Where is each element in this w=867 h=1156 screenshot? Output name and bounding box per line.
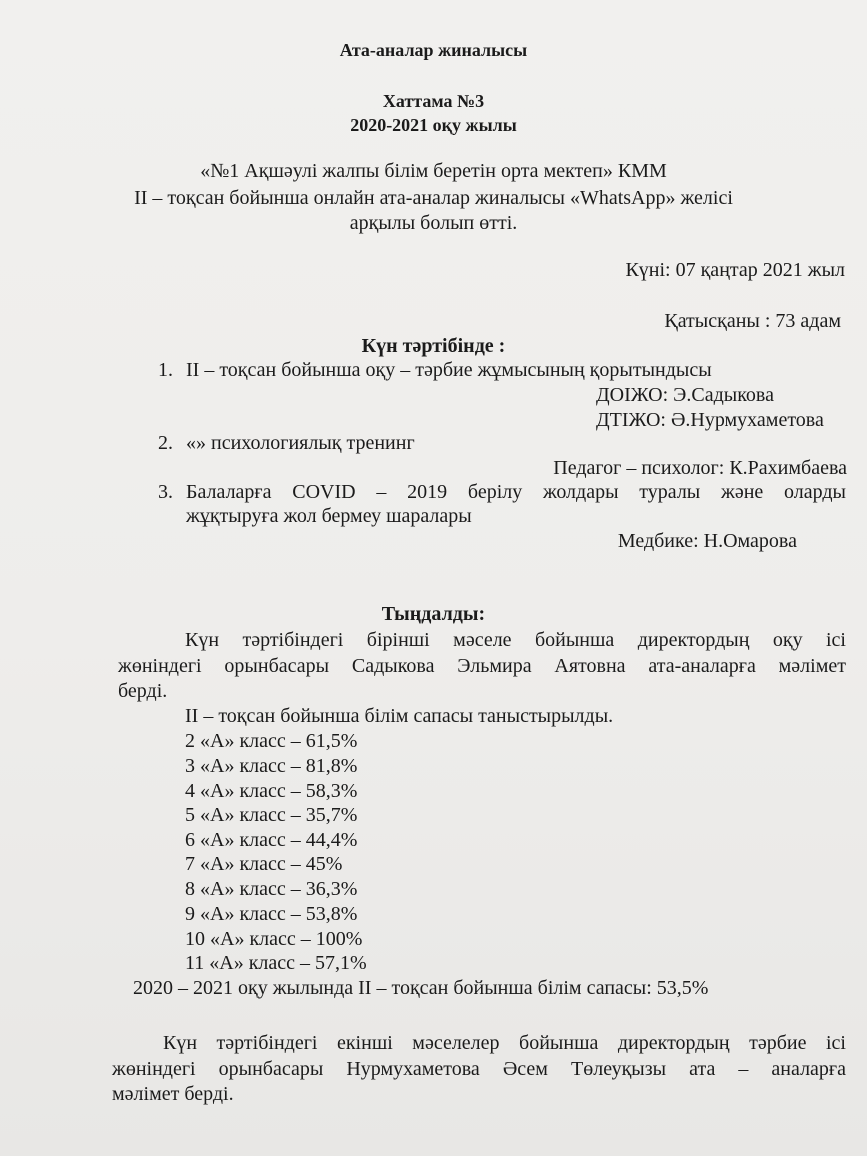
agenda-responsible: ДТІЖО: Ә.Нурмухаметова <box>596 409 824 431</box>
class-quality-item: 4 «А» класс – 58,3% <box>185 780 358 802</box>
academic-year: 2020-2021 оқу жылы <box>350 115 517 135</box>
meeting-date: Күні: 07 қаңтар 2021 жыл <box>625 259 845 281</box>
paragraph-1-line-3: берді. <box>118 680 168 702</box>
paragraph-2-line-1: Күн тәртібіндегі екінші мәселелер бойынша директордың тәрбие ісі <box>163 1032 846 1054</box>
class-quality-item: 2 «А» класс – 61,5% <box>185 730 358 752</box>
class-quality-item: 11 «А» класс – 57,1% <box>185 952 367 974</box>
total-quality: 2020 – 2021 оқу жылында II – тоқсан бойынша білім сапасы: 53,5% <box>133 977 709 999</box>
agenda-responsible: Медбике: Н.Омарова <box>617 530 797 552</box>
agenda-item-number: 3. <box>158 481 173 503</box>
class-quality-item: 9 «А» класс – 53,8% <box>185 903 358 925</box>
heard-heading: Тыңдалды: <box>381 603 486 625</box>
protocol-number: Хаттама №3 <box>382 91 485 111</box>
agenda-item-text: II – тоқсан бойынша оқу – тәрбие жұмысының қорытындысы <box>186 359 712 381</box>
agenda-heading: Күн тәртібінде : <box>361 335 506 357</box>
agenda-responsible: ДОІЖО: Э.Садыкова <box>596 384 774 406</box>
quality-intro: II – тоқсан бойынша білім сапасы таныстырылды. <box>185 705 614 727</box>
class-quality-item: 10 «А» класс – 100% <box>185 928 363 950</box>
intro-line-1: II – тоқсан бойынша онлайн ата-аналар жиналысы «WhatsApp» желісі <box>134 187 733 209</box>
agenda-item-number: 2. <box>158 432 173 454</box>
paragraph-2-line-2: жөніндегі орынбасары Нурмухаметова Әсем Төлеуқызы ата – аналарға <box>112 1058 846 1080</box>
paragraph-2-line-3: мәлімет берді. <box>112 1083 234 1105</box>
class-quality-item: 5 «А» класс – 35,7% <box>185 804 358 826</box>
document-title: Ата-аналар жиналысы <box>339 40 528 60</box>
attendance-count: Қатысқаны : 73 адам <box>664 310 841 332</box>
intro-line-2: арқылы болып өтті. <box>349 212 518 234</box>
school-name: «№1 Ақшәулі жалпы білім беретін орта мектеп» КММ <box>200 160 667 182</box>
class-quality-item: 7 «А» класс – 45% <box>185 853 343 875</box>
agenda-item-text: Балаларға COVID – 2019 берілу жолдары туралы және оларды <box>186 481 846 503</box>
class-quality-item: 3 «А» класс – 81,8% <box>185 755 358 777</box>
class-quality-item: 8 «А» класс – 36,3% <box>185 878 358 900</box>
agenda-item-text: «» психологиялық тренинг <box>186 432 415 454</box>
agenda-responsible: Педагог – психолог: К.Рахимбаева <box>553 457 847 479</box>
paragraph-1-line-1: Күн тәртібіндегі бірінші мәселе бойынша директордың оқу ісі <box>185 629 846 651</box>
class-quality-item: 6 «А» класс – 44,4% <box>185 829 358 851</box>
agenda-item-text-continued: жұқтыруға жол бермеу шаралары <box>186 505 472 527</box>
agenda-item-number: 1. <box>158 359 173 381</box>
paragraph-1-line-2: жөніндегі орынбасары Садыкова Эльмира Аятовна ата-аналарға мәлімет <box>118 655 846 677</box>
